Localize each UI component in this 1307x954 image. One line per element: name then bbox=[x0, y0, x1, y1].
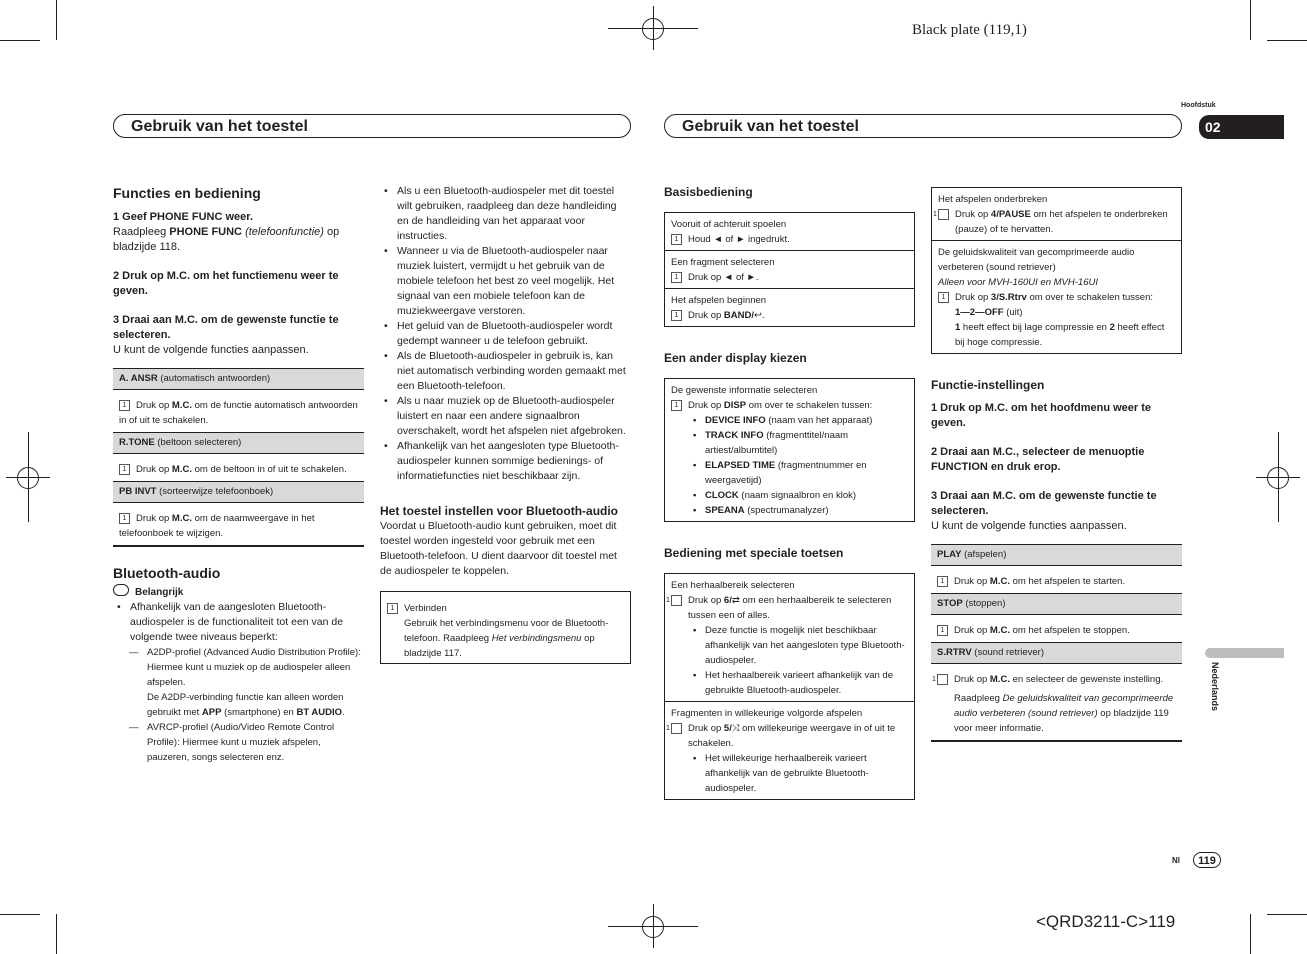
dash-item-a2dp: — A2DP-profiel (Advanced Audio Distribution Profile): Hiermee kunt u muziek op de audiospeler alleen afspelen. bbox=[113, 645, 364, 690]
column-2 bbox=[380, 184, 631, 664]
section-header-left: Gebruik van het toestel bbox=[113, 114, 631, 138]
function-table bbox=[931, 544, 1182, 742]
op-fast-forward: Vooruit of achteruit spoelen 1 Houd ◄ of ► ingedrukt. bbox=[671, 219, 790, 245]
function-desc-stop: 1 Druk op M.C. om het afspelen te stoppen. bbox=[931, 615, 1182, 642]
step-number-icon: 1 bbox=[387, 603, 398, 614]
function-desc-rtone: 1 Druk op M.C. om de beltoon in of uit te schakelen. bbox=[113, 454, 364, 481]
note-item: • Deze functie is mogelijk niet beschikbaar afhankelijk van het aangesloten type Bluetooth-audiospeler. bbox=[671, 623, 908, 668]
important-icon bbox=[113, 584, 129, 596]
pause-soundretriever-box bbox=[931, 187, 1182, 354]
important-note: Belangrijk bbox=[113, 584, 364, 600]
step-3-text: U kunt de volgende functies aanpassen. bbox=[113, 344, 309, 356]
column-4 bbox=[931, 187, 1182, 742]
dash-item-a2dp-note: De A2DP-verbinding functie kan alleen worden gebruikt met APP (smartphone) en BT AUDIO. bbox=[147, 692, 345, 718]
step-number-icon: 1 bbox=[938, 209, 949, 220]
bullet-item: • Afhankelijk van het aangesloten type Bluetooth-audiospeler kunnen sommige bedienings- of informatiefuncties niet beschikbaar zijn. bbox=[380, 439, 631, 484]
step-number-icon: 1 bbox=[671, 723, 682, 734]
display-title: Een ander display kiezen bbox=[664, 351, 807, 365]
display-option: • TRACK INFO (fragmenttitel/naam artiest/albumtitel) bbox=[671, 428, 908, 458]
note-item: • Het herhaalbereik varieert afhankelijk van de gebruikte Bluetooth-audiospeler. bbox=[671, 668, 908, 698]
function-desc-srtrv: 1 Druk op M.C. en selecteer de gewenste instelling. bbox=[932, 674, 1164, 685]
op-random: Fragmenten in willekeurige volgorde afspelen 1 Druk op 5/⤨ om willekeurige weergave in of uit te schakelen. • Het willekeurige herhaalbereik varieert afhankelijk van de gebruikte Bluetooth-audiospeler. bbox=[665, 701, 914, 799]
section-header-right: Gebruik van het toestel bbox=[664, 114, 1182, 138]
connect-box bbox=[380, 591, 631, 664]
step-number-icon: 1 bbox=[119, 400, 130, 411]
function-row-ansr: A. ANSR (automatisch antwoorden) bbox=[113, 368, 364, 390]
setup-text: Voordat u Bluetooth-audio kunt gebruiken, moet dit toestel worden ingesteld voor gebruik met een Bluetooth-telefoon. U dient daarvoor dit toestel met de audiospeler te koppelen. bbox=[380, 520, 617, 577]
display-option: • SPEANA (spectrumanalyzer) bbox=[671, 503, 908, 518]
display-box: De gewenste informatie selecteren 1 Druk op DISP om over te schakelen tussen: • DEVICE INFO (naam van het apparaat) • TRACK INFO (fragmenttitel/naam artiest/albumtitel) • ELAPSED TIME (fragmentnummer en weergavetijd) • CLOCK (naam signaalbron en klok) • SPEANA (spectrumanalyzer) bbox=[664, 378, 915, 522]
bullet-item: • Wanneer u via de Bluetooth-audiospeler naar muziek luistert, vermijdt u het gebruik van de mobiele telefoon het best zo veel mogelijk. Het signaal van een mobiele telefoon kan de muziekweergave verstoren. bbox=[380, 244, 631, 319]
function-row-play: PLAY (afspelen) bbox=[931, 544, 1182, 566]
basic-operations-title: Basisbediening bbox=[664, 185, 753, 199]
function-desc-ansr: 1 Druk op M.C. om de functie automatisch antwoorden in of uit te schakelen. bbox=[119, 400, 358, 426]
column-1 bbox=[113, 185, 364, 765]
function-row-pbinvt: PB INVT (sorteerwijze telefoonboek) bbox=[113, 481, 364, 503]
function-desc-pbinvt: 1 Druk op M.C. om de naamweergave in het telefoonboek te wijzigen. bbox=[119, 513, 315, 539]
function-row-stop: STOP (stoppen) bbox=[931, 593, 1182, 615]
display-option: • ELAPSED TIME (fragmentnummer en weergavetijd) bbox=[671, 458, 908, 488]
function-ref-srtrv: Raadpleeg De geluidskwaliteit van gecomprimeerde audio verbeteren (sound retriever) op bladzijde 119 voor meer informatie. bbox=[954, 693, 1174, 734]
basic-operations-box bbox=[664, 212, 915, 327]
step-1: 1 Druk op M.C. om het hoofdmenu weer te geven. bbox=[931, 402, 1152, 429]
step-1-text: Raadpleeg PHONE FUNC (telefoonfunctie) op bladzijde 118. bbox=[113, 226, 340, 253]
function-settings-title: Functie-instellingen bbox=[931, 378, 1045, 392]
step-number-icon: 1 bbox=[938, 292, 949, 303]
special-keys-title: Bediening met speciale toetsen bbox=[664, 546, 844, 560]
bullet-item: • Het geluid van de Bluetooth-audiospeler wordt gedempt wanneer u de telefoon gebruikt. bbox=[380, 319, 631, 349]
bluetooth-audio-title: Bluetooth-audio bbox=[113, 565, 221, 581]
connect-title: 1 Verbinden bbox=[387, 601, 624, 616]
language-label: Nederlands bbox=[1210, 662, 1220, 712]
dash-item-avrcp: — AVRCP-profiel (Audio/Video Remote Control Profile): Hiermee kunt u muziek afspelen, pauzeren, songs selecteren enz. bbox=[113, 720, 364, 765]
step-1: 1 Geef PHONE FUNC weer. bbox=[113, 211, 253, 223]
op-repeat: Een herhaalbereik selecteren 1 Druk op 6/⇄ om een herhaalbereik te selecteren tussen een of alles. • Deze functie is mogelijk niet beschikbaar afhankelijk van het aangesloten type Bluetooth-audiospeler. • Het herhaalbereik varieert afhankelijk van de gebruikte Bluetooth-audiospeler. bbox=[665, 574, 914, 701]
step-number-icon: 1 bbox=[671, 272, 682, 283]
step-3: 3 Draai aan M.C. om de gewenste functie te selecteren. bbox=[931, 490, 1157, 517]
step-3-text: U kunt de volgende functies aanpassen. bbox=[931, 520, 1127, 532]
step-2: 2 Draai aan M.C., selecteer de menuoptie FUNCTION en druk erop. bbox=[931, 446, 1145, 473]
step-number-icon: 1 bbox=[937, 625, 948, 636]
op-sound-retriever: De geluidskwaliteit van gecomprimeerde audio verbeteren (sound retriever) Alleen voor MVH-160UI en MVH-16UI 1 Druk op 3/S.Rtrv om over te schakelen tussen: 1—2—OFF (uit) 1 heeft effect bij lage compressie en 2 heeft effect bij hoge compressie. bbox=[932, 240, 1181, 353]
function-table bbox=[113, 368, 364, 547]
op-pause: Het afspelen onderbreken 1 Druk op 4/PAUSE om het afspelen te onderbreken (pauze) of te hervatten. bbox=[933, 194, 1168, 235]
setup-title: Het toestel instellen voor Bluetooth-audio bbox=[380, 504, 619, 518]
display-option: • DEVICE INFO (naam van het apparaat) bbox=[671, 413, 908, 428]
document-code: <QRD3211-C>119 bbox=[1036, 912, 1176, 931]
column-3 bbox=[664, 185, 915, 800]
op-start-playback: Het afspelen beginnen 1 Druk op BAND/↩. bbox=[665, 288, 914, 326]
plate-label: Black plate (119,1) bbox=[912, 22, 1027, 38]
bullet-item: • Als u naar muziek op de Bluetooth-audiospeler luistert en naar een andere signaalbron overschakelt, wordt het afspelen niet afgebroken. bbox=[380, 394, 631, 439]
chapter-number: 02 bbox=[1199, 115, 1284, 139]
language-code: Nl bbox=[1172, 856, 1180, 865]
op-select-track: Een fragment selecteren 1 Druk op ◄ of ►. bbox=[665, 250, 914, 288]
step-number-icon: 1 bbox=[671, 595, 682, 606]
bullet-item: • Afhankelijk van de aangesloten Bluetooth-audiospeler is de functionaliteit tot een van de volgende twee niveaus beperkt: bbox=[113, 600, 364, 645]
display-option: • CLOCK (naam signaalbron en klok) bbox=[671, 488, 908, 503]
function-row-rtone: R.TONE (beltoon selecteren) bbox=[113, 432, 364, 454]
page-number: 119 bbox=[1193, 852, 1221, 868]
step-number-icon: 1 bbox=[119, 464, 130, 475]
function-row-srtrv: S.RTRV (sound retriever) bbox=[931, 642, 1182, 664]
step-number-icon: 1 bbox=[671, 310, 682, 321]
language-tab bbox=[1205, 648, 1284, 658]
step-number-icon: 1 bbox=[937, 674, 948, 685]
step-number-icon: 1 bbox=[119, 513, 130, 524]
note-item: • Het willekeurige herhaalbereik varieert afhankelijk van de gebruikte Bluetooth-audiospeler. bbox=[671, 751, 908, 796]
step-number-icon: 1 bbox=[671, 400, 682, 411]
step-number-icon: 1 bbox=[671, 234, 682, 245]
step-3: 3 Draai aan M.C. om de gewenste functie te selecteren. bbox=[113, 314, 339, 341]
step-number-icon: 1 bbox=[937, 576, 948, 587]
connect-text: Gebruik het verbindingsmenu voor de Bluetooth-telefoon. Raadpleeg Het verbindingsmenu op bladzijde 117. bbox=[404, 618, 609, 659]
step-2: 2 Druk op M.C. om het functiemenu weer te geven. bbox=[113, 270, 339, 297]
function-desc-play: 1 Druk op M.C. om het afspelen te starten. bbox=[931, 566, 1182, 593]
section-title: Functies en bediening bbox=[113, 185, 261, 201]
special-keys-box bbox=[664, 573, 915, 800]
bullet-item: • Als de Bluetooth-audiospeler in gebruik is, kan niet automatisch verbinding worden gemaakt met een Bluetooth-telefoon. bbox=[380, 349, 631, 394]
chapter-label: Hoofdstuk bbox=[1181, 102, 1216, 109]
bullet-item: • Als u een Bluetooth-audiospeler met dit toestel wilt gebruiken, raadpleeg dan deze handleiding en de handleiding van het apparaat voor instructies. bbox=[380, 184, 631, 244]
